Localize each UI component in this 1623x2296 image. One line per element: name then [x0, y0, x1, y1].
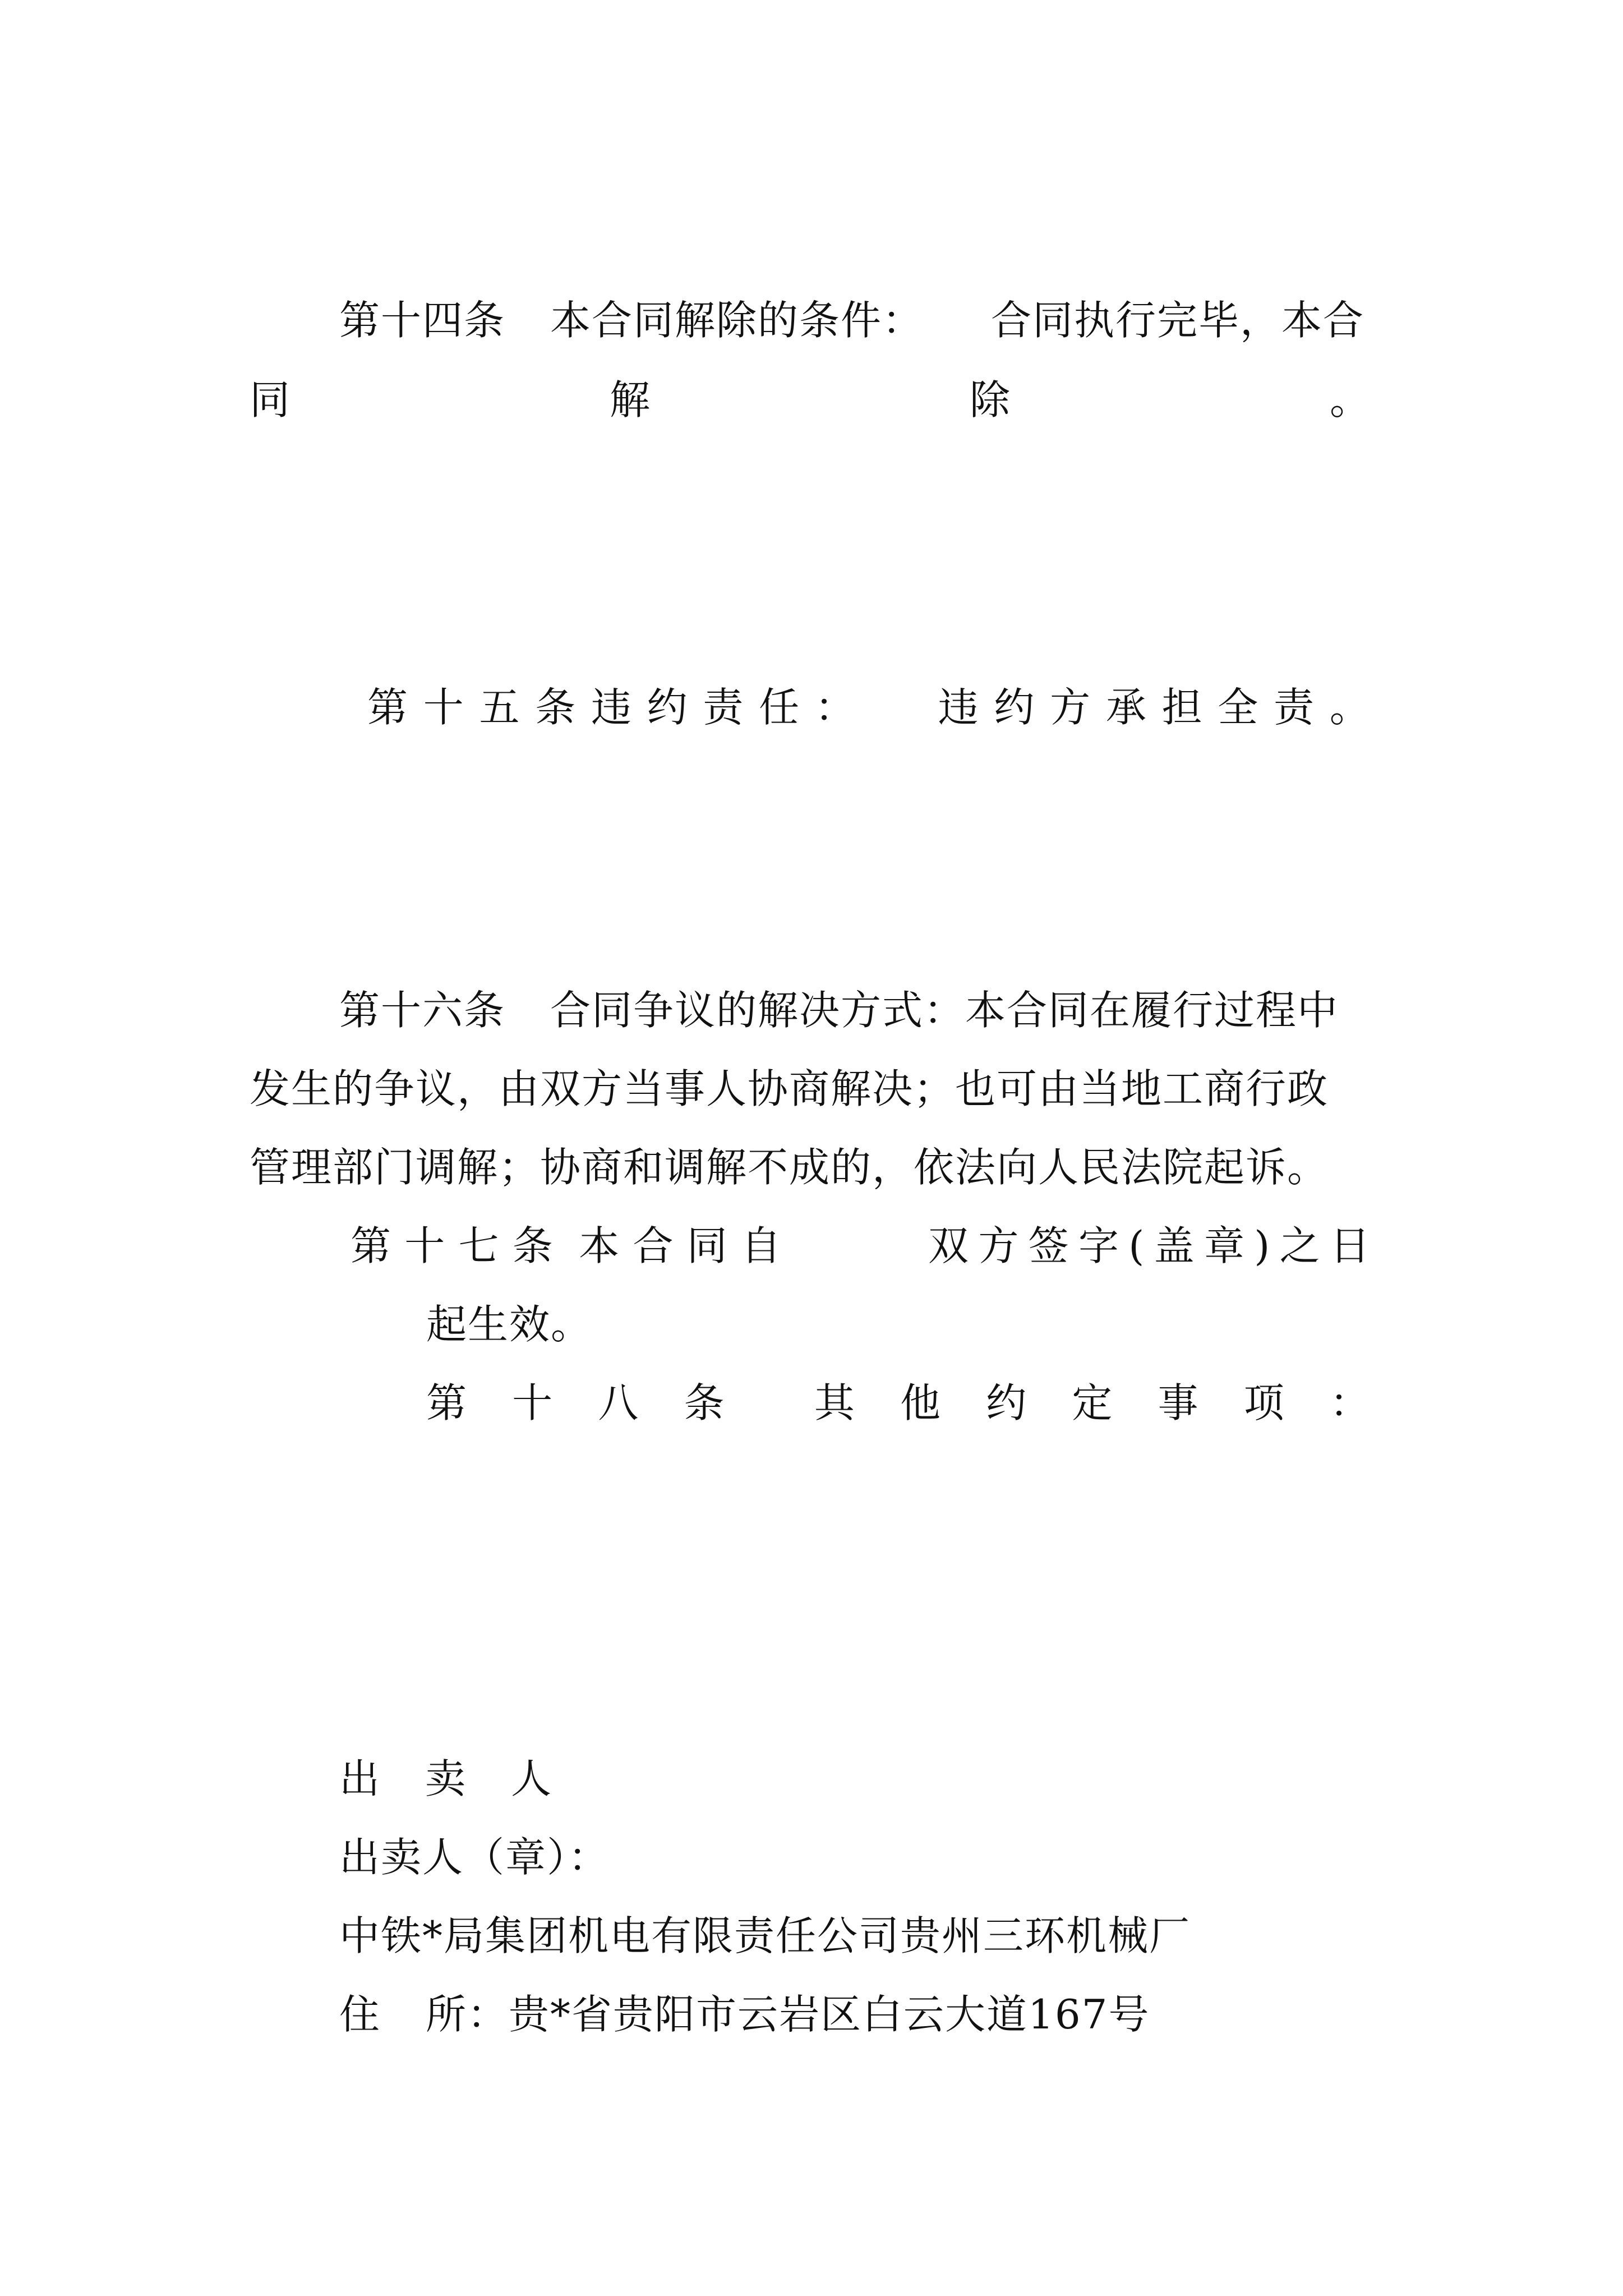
clause-17-char: 条 [512, 1222, 554, 1269]
seller-seal-label: 出卖人（章）： [339, 1834, 610, 1881]
clause-18-char: 十 [512, 1379, 554, 1427]
clause-18-line [426, 1379, 1371, 1427]
address-label-2: 所： [426, 1991, 509, 2038]
clause-18-char: 定 [1072, 1379, 1114, 1427]
clause-15-char: 约 [994, 684, 1036, 731]
clause-14-wrap-char: 除 [969, 376, 1011, 424]
clause-17-char: 方 [978, 1222, 1020, 1269]
clause-15-char: 责 [1274, 684, 1316, 731]
clause-16-line-1 [339, 987, 1339, 1034]
seller-address-line [339, 1991, 1150, 2038]
clause-15-char: 十 [423, 684, 465, 731]
clause-17-char: 本 [579, 1222, 621, 1269]
clause-15-char: 任 [759, 684, 801, 731]
clause-15-char: 。 [1329, 684, 1371, 731]
clause-15-char: 方 [1050, 684, 1092, 731]
clause-17-char: ) [1254, 1222, 1271, 1269]
clause-15-char: 五 [479, 684, 521, 731]
clause-14-wrap-char: 。 [1329, 376, 1371, 424]
clause-14-line-1 [339, 297, 1365, 344]
clause-18-char: 第 [426, 1379, 468, 1427]
clause-17-char: 章 [1204, 1222, 1246, 1269]
clause-17-char: 自 [740, 1222, 782, 1269]
clause-17-char: 双 [928, 1222, 970, 1269]
seller-heading-char: 卖 [425, 1755, 467, 1802]
clause-15-char: 约 [647, 684, 689, 731]
clause-17-char: 字 [1078, 1222, 1120, 1269]
clause-15-char: 条 [535, 684, 577, 731]
clause-18-char: 条 [684, 1379, 726, 1427]
address-label-1: 住 [339, 1991, 381, 2038]
clause-18-char: 他 [900, 1379, 942, 1427]
clause-17-char: 之 [1279, 1222, 1321, 1269]
clause-17-char: 七 [458, 1222, 500, 1269]
clause-17-line-1b [928, 1222, 1371, 1269]
clause-15-char: 承 [1105, 684, 1147, 731]
clause-16-line-3: 管理部门调解；协商和调解不成的，依法向人民法院起诉。 [250, 1144, 1329, 1191]
clause-14-text: 本合同解除的条件： [550, 297, 924, 344]
clause-17-line-2: 起生效。 [426, 1301, 593, 1348]
clause-14-line-2 [250, 376, 1371, 424]
seller-heading-char: 人 [510, 1755, 552, 1802]
clause-17-char: 同 [686, 1222, 728, 1269]
clause-17-line-1a [351, 1222, 782, 1269]
clause-17-char: 合 [633, 1222, 675, 1269]
clause-17-char: 日 [1329, 1222, 1371, 1269]
clause-18-char: 八 [598, 1379, 640, 1427]
clause-14-wrap-char: 解 [609, 376, 651, 424]
clause-17-char: 十 [404, 1222, 446, 1269]
clause-14-wrap-char: 同 [250, 376, 292, 424]
clause-14-label: 第十四条 [339, 297, 506, 344]
clause-15-char: 第 [367, 684, 409, 731]
clause-17-char: 签 [1028, 1222, 1070, 1269]
clause-17-char: 盖 [1154, 1222, 1196, 1269]
clause-15-char: 违 [591, 684, 633, 731]
clause-15-line [367, 684, 1371, 731]
clause-18-char: 约 [986, 1379, 1028, 1427]
clause-15-char: 责 [703, 684, 745, 731]
clause-16-line-2: 发生的争议，由双方当事人协商解决；也可由当地工商行政 [250, 1065, 1329, 1112]
clause-15-char: 违 [938, 684, 980, 731]
seller-heading [339, 1755, 552, 1802]
clause-15-char: 担 [1161, 684, 1204, 731]
seller-heading-char: 出 [339, 1755, 381, 1802]
clause-17-char: 第 [351, 1222, 393, 1269]
clause-15-char: 全 [1218, 684, 1260, 731]
clause-16-text-1: 合同争议的解决方式：本合同在履行过程中 [550, 987, 1339, 1034]
seller-company: 中铁*局集团机电有限责任公司贵州三环机械厂 [339, 1912, 1191, 1959]
clause-16-label: 第十六条 [339, 987, 506, 1034]
clause-18-char: 事 [1158, 1379, 1200, 1427]
clause-18-char: 项 [1243, 1379, 1285, 1427]
seller-address: 贵*省贵阳市云岩区白云大道167号 [509, 1991, 1150, 2038]
clause-15-char: ： [814, 684, 856, 731]
clause-17-char: ( [1128, 1222, 1146, 1269]
clause-14-value: 合同执行完毕，本合 [991, 297, 1365, 344]
clause-18-char: 其 [814, 1379, 856, 1427]
clause-18-char: ： [1329, 1379, 1371, 1427]
